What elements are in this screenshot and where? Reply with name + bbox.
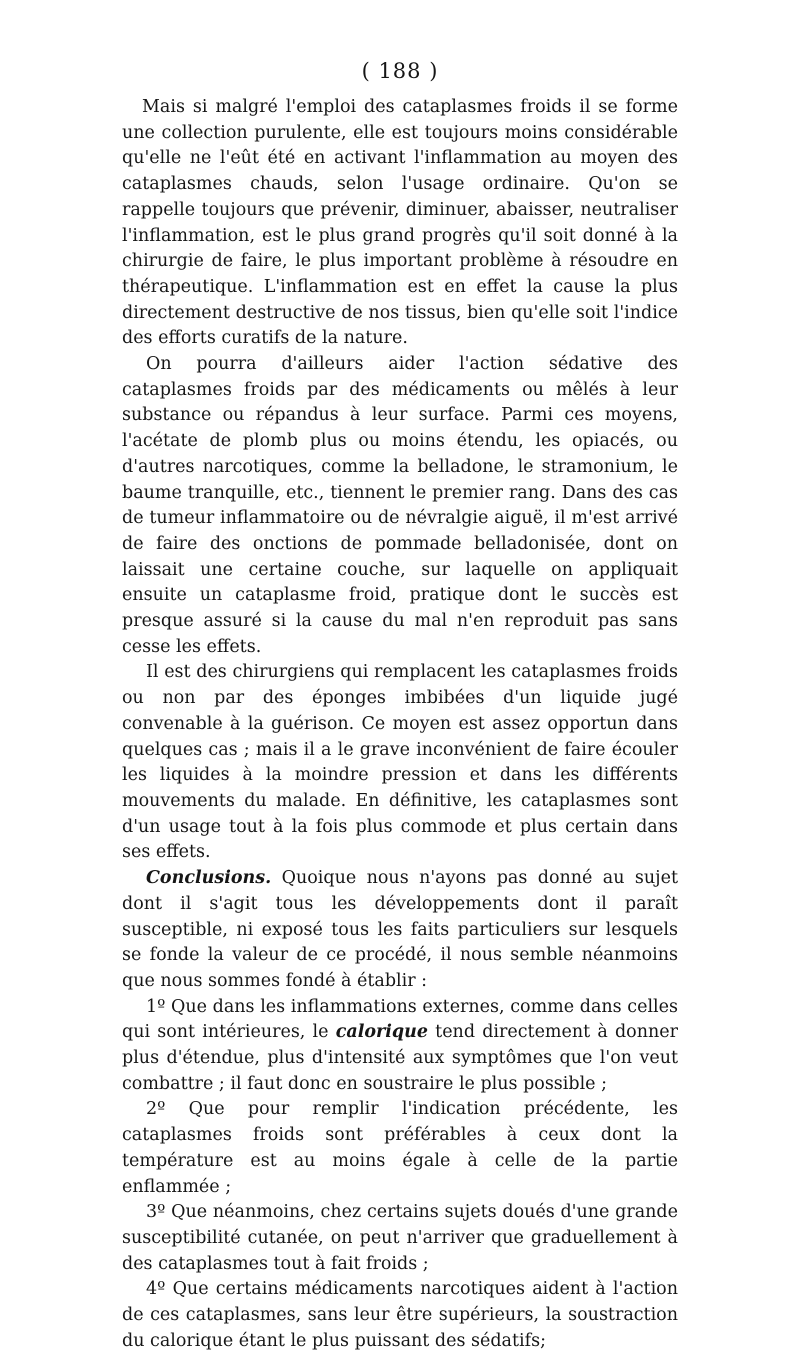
paragraph-sedative-medications: On pourra d'ailleurs aider l'action sédative des cataplasmes froids par des médicaments ou mêlés à leur substance ou répandus à leur surface. Parmi ces moyens, l'acétate de plomb plus ou moins étendu, les opiacés, ou d'autres narcotiques, comme la belladone, le stramonium, le baume tranquille, etc., tiennent le premier rang. Dans des cas de tumeur inflammatoire ou de névralgie aiguë, il m'est arrivé de faire des onctions de pommade belladonisée, dont on laissait une certaine couche, sur laquelle on appliquait ensuite un cataplasme froid, pratique dont le succès est presque assuré si la cause du mal n'en reproduit pas sans cesse les effets.: [122, 354, 678, 657]
page-number: ( 188 ): [361, 59, 439, 83]
conclusion-number: 4º: [146, 1279, 166, 1300]
conclusion-item-2: [122, 1097, 678, 1200]
conclusion-emphasis: calorique: [335, 1022, 428, 1043]
conclusions-heading: Conclusions.: [146, 868, 272, 889]
conclusion-item-3: [122, 1200, 678, 1277]
conclusions-intro: Quoique nous n'ayons pas donné au sujet dont il s'agit tous les développements dont il paraît susceptible, ni exposé tous les faits particuliers sur lesquels se fonde la valeur de ce procédé, il nous semble néanmoins que nous sommes fondé à établir :: [122, 868, 678, 991]
conclusion-item-4: [122, 1277, 678, 1354]
conclusion-text: Que néanmoins, chez certains sujets doués d'une grande susceptibilité cutanée, on peut n'arriver que graduellement à des cataplasmes tout à fait froids ;: [122, 1202, 678, 1274]
body-text: [122, 95, 678, 1354]
conclusion-text-after: tend directement à donner plus d'étendue, plus d'intensité aux symptômes que l'on veut combattre ; il faut donc en soustraire le plus possible ;: [122, 1022, 678, 1094]
conclusion-number: 2º: [146, 1099, 166, 1120]
conclusion-text: Que certains médicaments narcotiques aident à l'action de ces cataplasmes, sans leur être supérieurs, la soustraction du calorique étant le plus puissant des sédatifs;: [122, 1279, 678, 1351]
conclusion-number: 1º: [146, 996, 166, 1017]
paragraph-sponges: Il est des chirurgiens qui remplacent les cataplasmes froids ou non par des éponges imbibées d'un liquide jugé convenable à la guérison. Ce moyen est assez opportun dans quelques cas ; mais il a le grave inconvénient de faire écouler les liquides à la moindre pression et dans les différents mouvements du malade. En définitive, les cataplasmes sont d'un usage tout à la fois plus commode et plus certain dans ses effets.: [122, 662, 678, 863]
conclusion-text-before: Que dans les inflammations externes, comme dans celles qui sont intérieures, le: [122, 996, 678, 1043]
conclusion-number: 3º: [146, 1202, 166, 1223]
paragraph-cold-poultices: Mais si malgré l'emploi des cataplasmes froids il se forme une collection purulente, elle est toujours moins considérable qu'elle ne l'eût été en activant l'inflammation au moyen des cataplasmes chauds, selon l'usage ordinaire. Qu'on se rappelle toujours que prévenir, diminuer, abaisser, neutraliser l'inflammation, est le plus grand progrès qu'il soit donné à la chirurgie de faire, le plus important problème à résoudre en thérapeutique. L'inflammation est en effet la cause la plus directement destructive de nos tissus, bien qu'elle soit l'indice des efforts curatifs de la nature.: [122, 97, 678, 349]
conclusion-text: Que pour remplir l'indication précédente, les cataplasmes froids sont préférables à ceux dont la température est au moins égale à celle de la partie enflammée ;: [122, 1099, 678, 1197]
conclusion-item-1: [122, 995, 678, 1098]
conclusions-paragraph: [122, 866, 678, 995]
